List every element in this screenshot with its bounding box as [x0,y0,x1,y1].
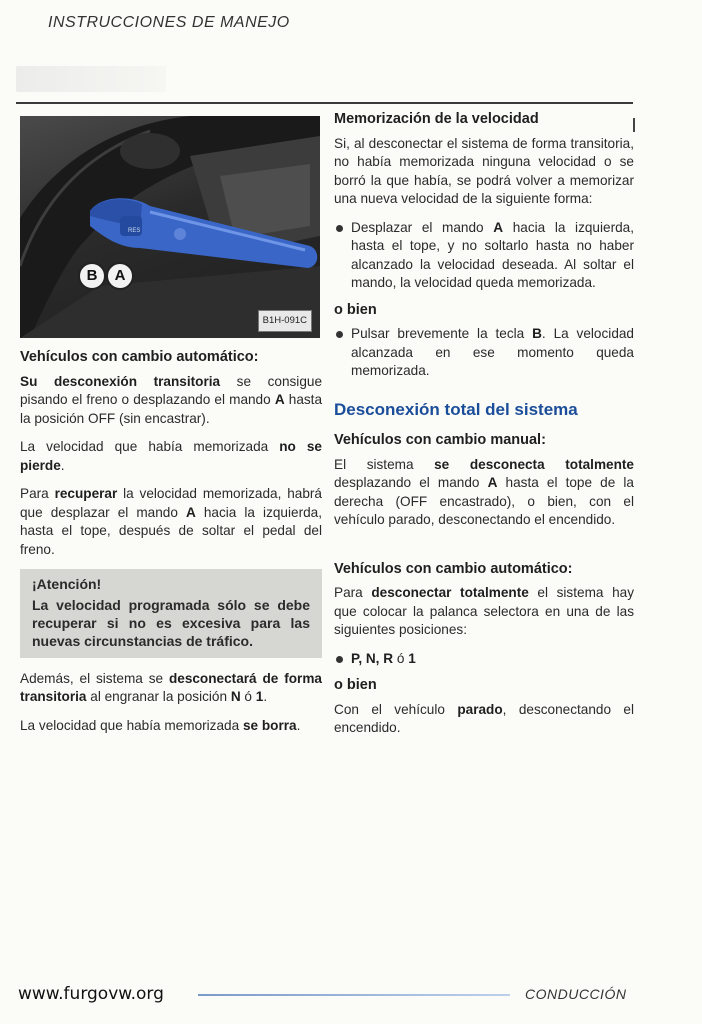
footer-rule [198,994,510,996]
or-else-label-2: o bien [334,677,377,693]
heading-auto-left: Vehículos con cambio automático: [20,349,259,365]
lever-button-label: RES [128,228,141,234]
paragraph-memorization: Si, al desconectar el sistema de forma transitoria, no había memorizada ninguna velocidad o se borró la que había, se podrá volver a memorizar una nueva velocidad de la siguiente forma: [334,135,634,206]
header-rule [16,102,633,104]
figure-code: B1H-091C [258,310,312,333]
paragraph-speed-kept: La velocidad que había memorizada no se pierde. [20,439,322,473]
footer-section-name: CONDUCCIÓN [525,986,627,1002]
bullet-press-key: Pulsar brevemente la tecla B. La velocidad alcanzada en ese momento queda memorizada. [334,325,634,381]
callout-a: A [106,262,134,290]
right-column [334,110,634,748]
or-else-label-1: o bien [334,301,377,318]
paragraph-transitory-disconnect: Su desconexión transitoria se consigue pisando el freno o desplazando el mando A hasta la posición OFF (sin encastrar). [20,373,323,426]
paragraph-recover-speed: Para recuperar la velocidad memorizada, habrá que desplazar el mando A hacia la izquierda, hasta el tope, después de soltar el pedal del freno. [20,486,322,557]
heading-memorization: Memorización de la velocidad [334,111,539,127]
warning-title: ¡Atención! [32,576,102,592]
paragraph-ignition: Con el vehículo parado, desconectando el encendido. [334,701,635,735]
bullet-icon [336,656,343,663]
heading-auto-right: Vehículos con cambio automático: [334,560,573,577]
bullet-move-lever: Desplazar el mando A hacia la izquierda, hasta el tope, y no soltarlo hasta no haber alcanzado la velocidad deseada. Al soltar el mando, la velocidad queda memorizada. [334,219,634,293]
left-column [20,116,322,745]
cruise-control-lever-photo [20,116,320,338]
heading-manual: Vehículos con cambio manual: [334,432,546,448]
bullet-icon [336,225,343,232]
warning-text: La velocidad programada sólo se debe recuperar si no es excesiva para las nuevas circunstancias de tráfico. [32,596,310,649]
faded-section-heading [16,66,166,92]
page-header-title: INSTRUCCIONES DE MANEJO [48,14,290,31]
callout-b: B [78,262,106,290]
footer-watermark-url: www.furgovw.org [18,984,164,1004]
bullet-icon [336,331,343,338]
section-title-total-disconnect: Desconexión total del sistema [334,399,578,419]
lever-illustration [20,116,320,338]
warning-box [20,569,322,658]
paragraph-speed-erased: La velocidad que había memorizada se borra. [20,717,301,733]
bullet-positions: P, N, R ó 1 [334,650,634,669]
paragraph-auto: Para desconectar totalmente el sistema hay que colocar la palanca selectora en una de las siguientes posiciones: [334,585,634,637]
paragraph-gear-disconnect: Además, el sistema se desconectará de forma transitoria al engranar la posición N ó 1. [20,670,322,704]
paragraph-manual: El sistema se desconecta totalmente desplazando el mando A hasta el tope de la derecha (OFF encastrado), o bien, con el vehículo parado, desconectando el encendido. [334,456,634,527]
